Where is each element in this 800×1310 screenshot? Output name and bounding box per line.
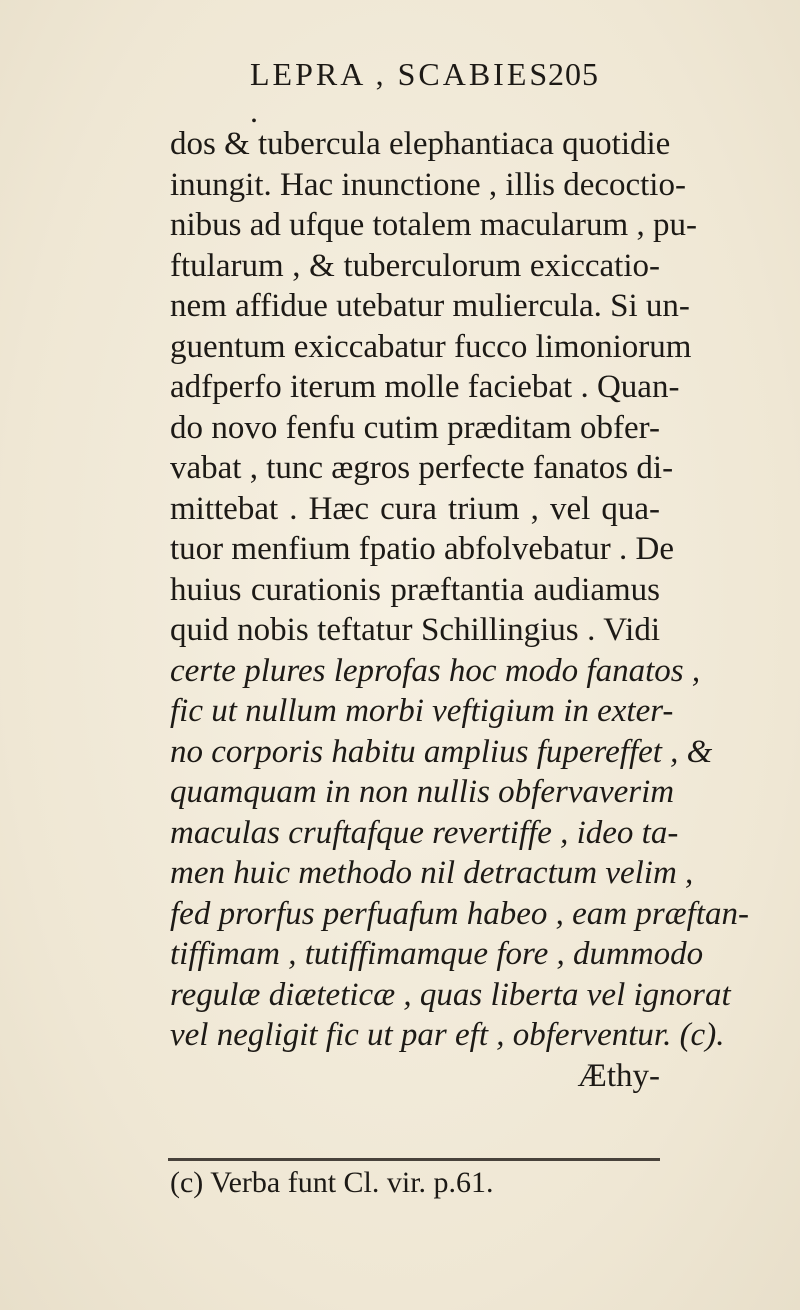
footnote: (c) Verba funt Cl. vir. p.61. (170, 1166, 494, 1199)
text-line-15: fic ut nullum morbi veftigium in exter- (170, 693, 674, 729)
text-line-16: no corporis habitu amplius fupereffet , & (170, 733, 713, 770)
text-line-18: maculas cruftafque revertiffe , ideo ta- (170, 814, 679, 851)
text-line-6: guentum exiccabatur fucco limoniorum (170, 328, 692, 365)
text-line-9: vabat , tunc ægros perfecte fanatos di- (170, 450, 674, 486)
text-line-13: quid nobis teftatur Schillingius . Vidi (170, 612, 660, 648)
footnote-rule (168, 1158, 660, 1161)
text-line-8: do novo fenfu cutim præditam obfer- (170, 409, 660, 446)
text-line-10: mittebat . Hæc cura trium , vel qua- (170, 490, 660, 527)
text-line-7: adfperfo iterum molle faciebat . Quan- (170, 369, 680, 405)
text-line-19: men huic methodo nil detractum velim , (170, 855, 694, 891)
text-line-14: certe plures leprofas hoc modo fanatos , (170, 652, 701, 689)
body-text (170, 124, 749, 1096)
text-line-22: regulæ diæteticæ , quas liberta vel ignorat (170, 976, 731, 1013)
text-line-3: nibus ad ufque totalem macularum , pu- (170, 207, 697, 243)
text-line-1: dos & tubercula elephantiaca quotidie (170, 126, 671, 162)
text-line-2: inungit. Hac inunctione , illis decoctio- (170, 166, 686, 203)
text-line-20: fed prorfus perfuafum habeo , eam præftan- (170, 895, 749, 932)
text-line-5: nem affidue utebatur muliercula. Si un- (170, 288, 690, 324)
text-line-23: vel negligit fic ut par eft , obferventur. (c). (170, 1017, 725, 1053)
text-line-12: huius curationis præftantia audiamus (170, 571, 660, 608)
text-line-4: ftularum , & tuberculorum exiccatio- (170, 247, 660, 284)
text-line-21: tiffimam , tutiffimamque fore , dummodo (170, 936, 704, 972)
page-number: 205 (548, 56, 599, 92)
text-line-17: quamquam in non nullis obfervaverim (170, 774, 675, 810)
text-line-11: tuor menfium fpatio abfolvebatur . De (170, 531, 675, 567)
catchword: Æthy- (577, 1057, 660, 1094)
running-head: LEPRA , SCABIES . (250, 56, 551, 129)
